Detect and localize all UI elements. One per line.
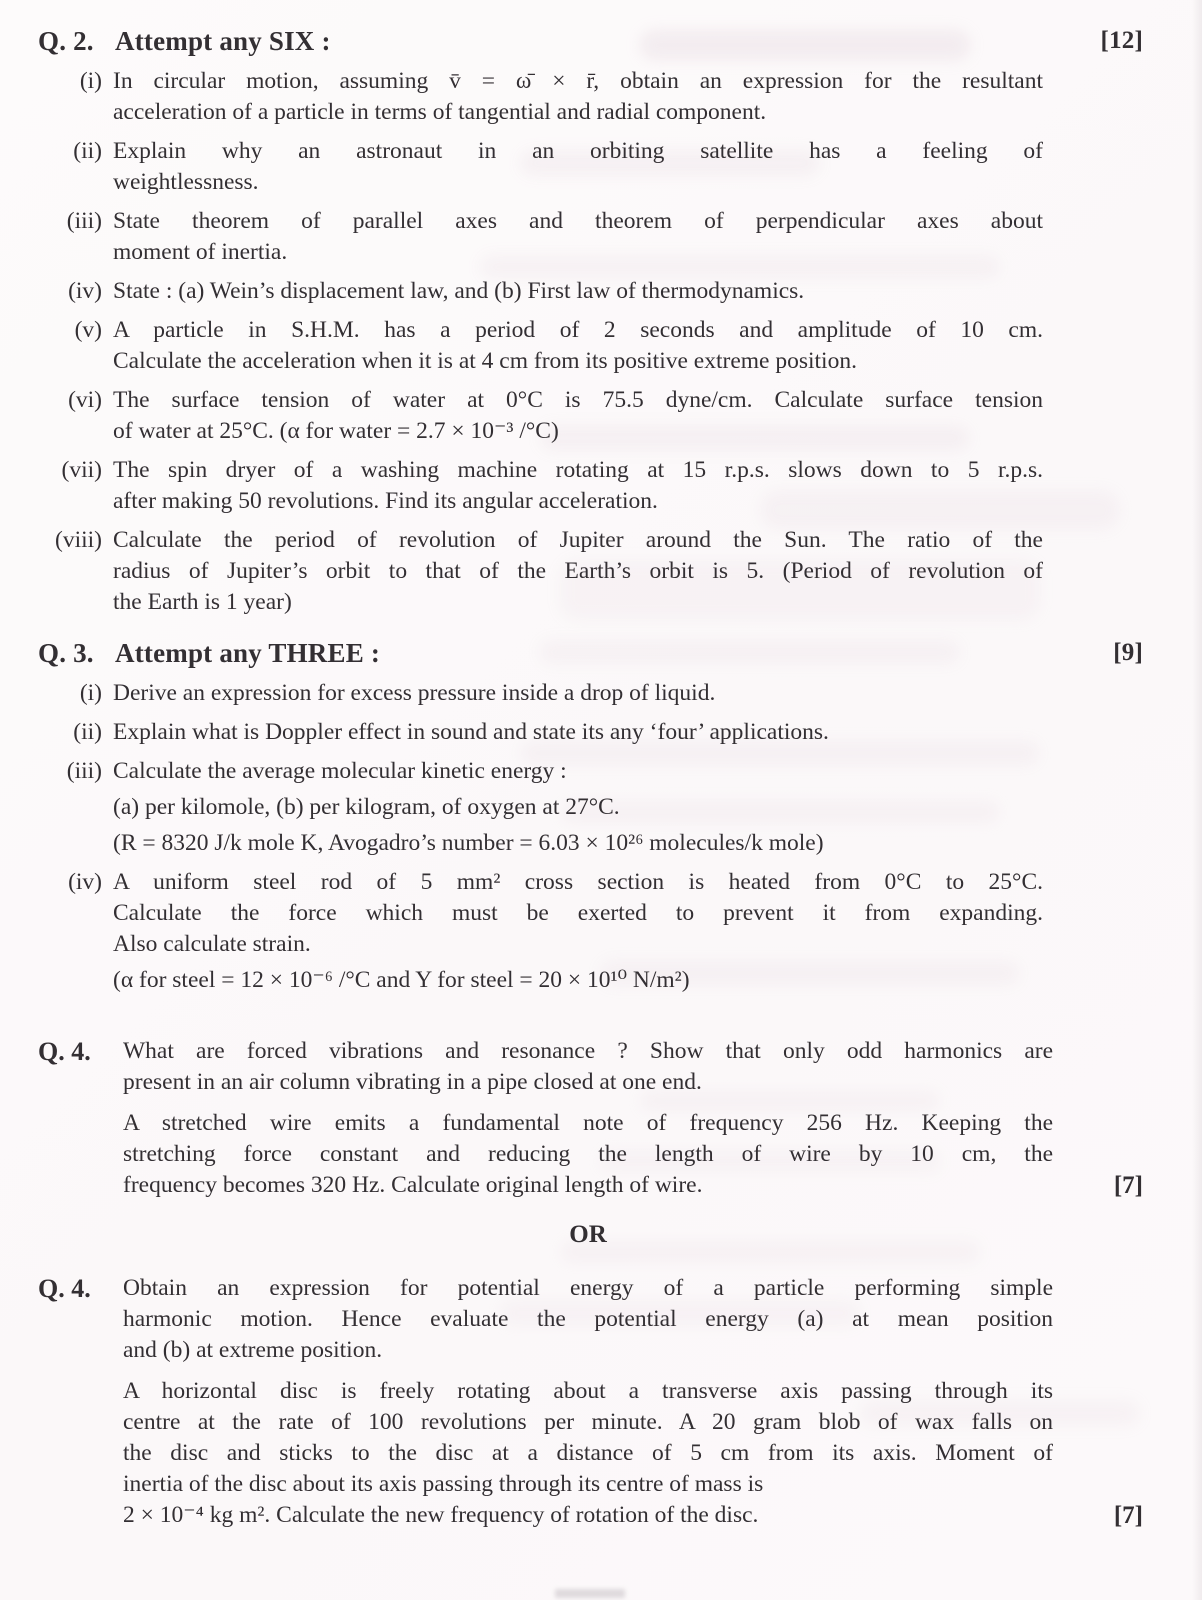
text-line: Explain what is Doppler effect in sound and state its any ‘four’ applications. [113,719,829,745]
question-4-first-marks: [7] [1113,1172,1143,1199]
text-line: In circular motion, assuming v̄ = ω̄ × r̄, obtain an expression for the resultant [113,68,1043,94]
q2-item-v [38,315,1053,377]
item-text [113,678,1043,709]
text-line: stretching force constant and reducing the length of wire by 10 cm, the [123,1141,1053,1167]
item-text [113,315,1043,377]
question-4-text [123,1273,1053,1531]
item-text [113,136,1043,198]
text-line: frequency becomes 320 Hz. Calculate original length of wire. [123,1172,703,1198]
question-2-marks: [12] [1100,27,1143,54]
question-4-number: Q. 4. [38,1274,91,1303]
text-line: (a) per kilomole, (b) per kilogram, of oxygen at 27°C. [113,794,620,820]
text-line: weightlessness. [113,169,259,195]
text-line: State theorem of parallel axes and theorem of perpendicular axes about [113,208,1043,234]
text-line: (R = 8320 J/k mole K, Avogadro’s number = 6.03 × 10²⁶ molecules/k mole) [113,830,824,856]
text-line: 2 × 10⁻⁴ kg m². Calculate the new frequency of rotation of the disc. [123,1502,759,1528]
text-line: centre at the rate of 100 revolutions per minute. A 20 gram blob of wax falls on [123,1409,1053,1435]
question-3-marks: [9] [1113,639,1143,666]
question-4-alternative [38,1273,1143,1531]
item-label: (viii) [55,527,102,553]
item-text [113,276,1043,307]
text-line: the disc and sticks to the disc at a distance of 5 cm from its axis. Moment of [123,1440,1053,1466]
q3-item-iii [38,756,1053,859]
text-line: Obtain an expression for potential energy of a particle performing simple [123,1275,1053,1301]
text-line: present in an air column vibrating in a pipe closed at one end. [123,1069,702,1095]
q2-item-ii [38,136,1053,198]
text-line: harmonic motion. Hence evaluate the potential energy (a) at mean position [123,1306,1053,1332]
item-text [113,525,1043,618]
q2-item-viii [38,525,1053,618]
q2-item-vii [38,455,1053,517]
text-line: State : (a) Wein’s displacement law, and (b) First law of thermodynamics. [113,278,805,304]
q3-item-ii [38,717,1053,748]
text-line: radius of Jupiter’s orbit to that of the Earth’s orbit is 5. (Period of revolution of [113,558,1043,584]
item-label: (ii) [73,719,102,745]
item-label: (v) [74,317,102,343]
scan-edge-shading [1192,0,1202,1600]
item-label: (iii) [66,208,102,234]
question-2-title: Attempt any SIX : [115,26,331,56]
q3-item-i [38,678,1053,709]
q2-item-i [38,66,1053,128]
text-line: Calculate the acceleration when it is at 4 cm from its positive extreme position. [113,348,857,374]
text-line: Calculate the average molecular kinetic energy : [113,758,567,784]
paper-content [38,24,1143,1531]
item-text [113,66,1043,128]
q3-item-iv [38,867,1053,996]
item-label: (iii) [66,758,102,784]
item-label: (iv) [68,869,102,895]
text-line: Calculate the period of revolution of Jupiter around the Sun. The ratio of the [113,527,1043,553]
text-line: the Earth is 1 year) [113,589,292,615]
item-text [113,455,1043,517]
page-number-bleed [555,1589,625,1598]
text-line: Explain why an astronaut in an orbiting satellite has a feeling of [113,138,1043,164]
item-text [113,385,1043,447]
paragraph [123,1036,1053,1098]
q2-item-iv [38,276,1053,307]
question-2-heading [38,24,1143,58]
item-label: (ii) [73,138,102,164]
text-line: inertia of the disc about its axis passing through its centre of mass is [123,1471,764,1497]
text-line: acceleration of a particle in terms of tangential and radial component. [113,99,767,125]
text-line: What are forced vibrations and resonance ? Show that only odd harmonics are [123,1038,1053,1064]
text-line: after making 50 revolutions. Find its angular acceleration. [113,488,658,514]
paragraph [123,1376,1053,1531]
question-3-number: Q. 3. [38,638,94,668]
question-4-text [123,1036,1053,1201]
text-line: Also calculate strain. [113,931,311,957]
item-text [113,206,1043,268]
paragraph [123,1108,1053,1201]
text-line: A stretched wire emits a fundamental note of frequency 256 Hz. Keeping the [123,1110,1053,1136]
q2-item-iii [38,206,1053,268]
question-4-first [38,1036,1143,1201]
question-3-title: Attempt any THREE : [115,638,381,668]
text-line: (α for steel = 12 × 10⁻⁶ /°C and Y for steel = 20 × 10¹⁰ N/m²) [113,967,690,993]
item-label: (vi) [68,387,102,413]
or-divider: OR [569,1221,607,1248]
text-line: A uniform steel rod of 5 mm² cross section is heated from 0°C to 25°C. [113,869,1043,895]
question-4-alternative-marks: [7] [1113,1502,1143,1529]
text-line: Calculate the force which must be exerted to prevent it from expanding. [113,900,1043,926]
item-text [113,717,1043,748]
item-label: (vii) [61,457,102,483]
text-line: Derive an expression for excess pressure inside a drop of liquid. [113,680,716,706]
question-3-heading [38,636,1143,670]
text-line: A particle in S.H.M. has a period of 2 seconds and amplitude of 10 cm. [113,317,1043,343]
text-line: of water at 25°C. (α for water = 2.7 × 10⁻³ /°C) [113,418,559,444]
question-4-number: Q. 4. [38,1037,91,1066]
paragraph [123,1273,1053,1366]
item-label: (i) [79,680,102,706]
text-line: The surface tension of water at 0°C is 75.5 dyne/cm. Calculate surface tension [113,387,1043,413]
item-label: (i) [79,68,102,94]
text-line: moment of inertia. [113,239,288,265]
text-line: A horizontal disc is freely rotating about a transverse axis passing through its [123,1378,1053,1404]
q2-item-vi [38,385,1053,447]
item-text [113,756,1043,859]
text-line: The spin dryer of a washing machine rotating at 15 r.p.s. slows down to 5 r.p.s. [113,457,1043,483]
text-line: and (b) at extreme position. [123,1337,383,1363]
question-2-number: Q. 2. [38,26,94,56]
item-text [113,867,1043,996]
item-label: (iv) [68,278,102,304]
